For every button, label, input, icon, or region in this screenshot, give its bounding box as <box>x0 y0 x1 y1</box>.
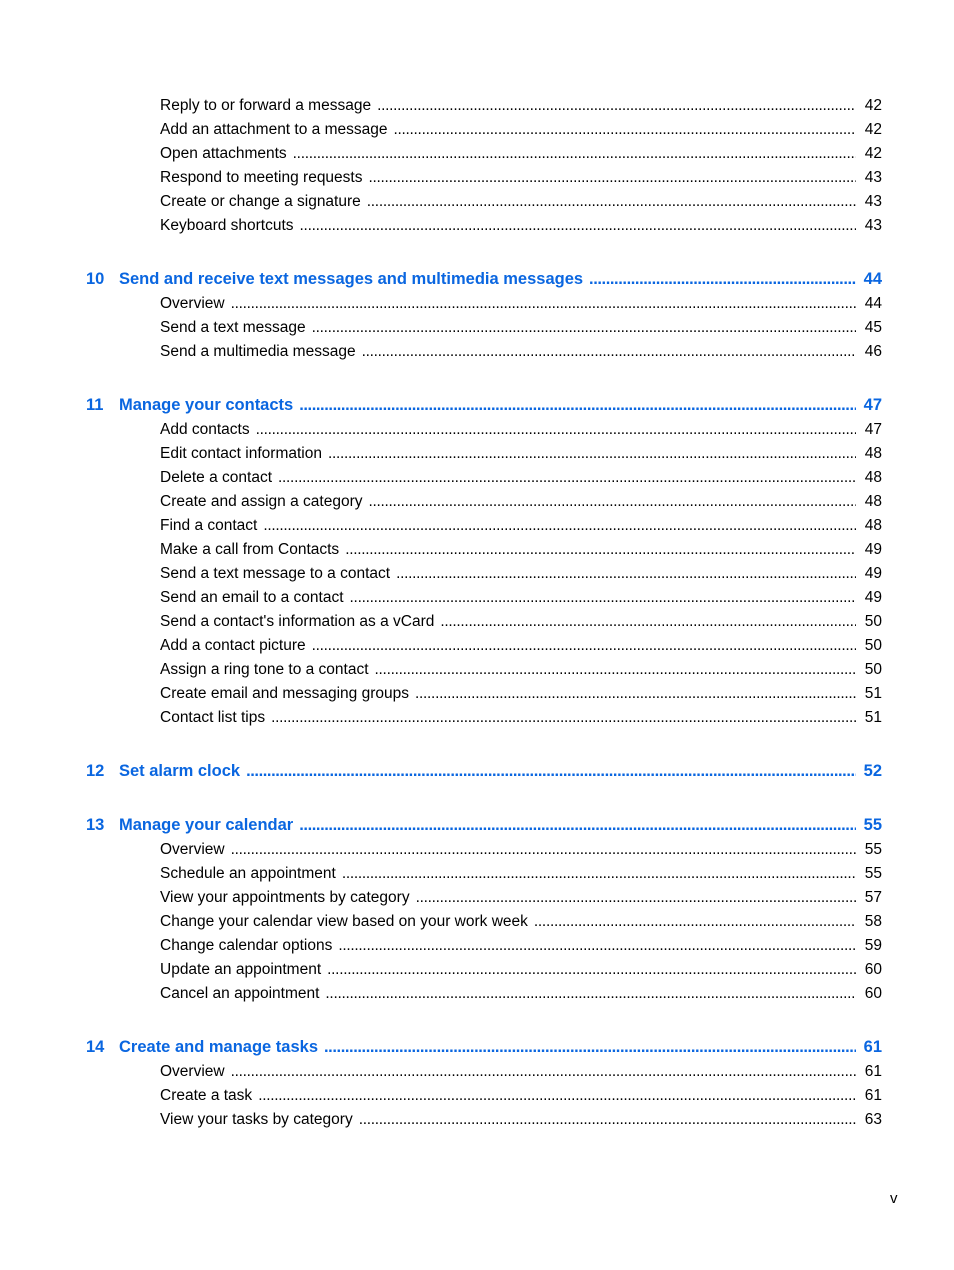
toc-entry-row[interactable] <box>86 166 882 190</box>
dot-leader <box>325 982 856 1006</box>
toc-entry-row[interactable] <box>86 838 882 862</box>
page-ref: 51 <box>864 709 882 726</box>
page-ref: 50 <box>864 661 882 678</box>
page-ref: 49 <box>864 565 882 582</box>
entry-title: Schedule an appointment <box>160 865 336 882</box>
page-ref: 58 <box>864 913 882 930</box>
toc-entry-row[interactable] <box>86 418 882 442</box>
dot-leader <box>367 190 856 214</box>
page-ref: 51 <box>864 685 882 702</box>
chapter-spacer <box>86 1006 882 1034</box>
dot-leader <box>342 862 856 886</box>
chapter-title: Manage your calendar <box>119 816 294 834</box>
page-ref: 47 <box>863 396 882 414</box>
page-ref: 48 <box>864 469 882 486</box>
toc-entry-row[interactable] <box>86 886 882 910</box>
chapter-number: 12 <box>86 762 105 780</box>
entry-title: Overview <box>160 1063 225 1080</box>
page-ref: 42 <box>864 145 882 162</box>
entry-title: Overview <box>160 295 225 312</box>
table-of-contents <box>86 94 882 1132</box>
page-ref: 48 <box>864 517 882 534</box>
entry-title: Contact list tips <box>160 709 266 726</box>
dot-leader <box>246 758 856 784</box>
toc-entry-row[interactable] <box>86 1108 882 1132</box>
entry-title: Edit contact information <box>160 445 322 462</box>
dot-leader <box>327 958 856 982</box>
toc-chapter-row[interactable] <box>86 266 882 292</box>
entry-title: Send a multimedia message <box>160 343 356 360</box>
page-ref: 61 <box>863 1038 882 1056</box>
entry-title: Send a text message to a contact <box>160 565 391 582</box>
page-ref: 55 <box>863 816 882 834</box>
dot-leader <box>440 610 856 634</box>
chapter-spacer <box>86 784 882 812</box>
page-ref: 42 <box>864 97 882 114</box>
entry-title: Reply to or forward a message <box>160 97 372 114</box>
toc-entry-row[interactable] <box>86 292 882 316</box>
page-ref: 60 <box>864 985 882 1002</box>
toc-entry-row[interactable] <box>86 214 882 238</box>
dot-leader <box>589 266 856 292</box>
entry-title: Respond to meeting requests <box>160 169 363 186</box>
entry-title: Send a text message <box>160 319 306 336</box>
entry-title: Create and assign a category <box>160 493 363 510</box>
page-ref: 45 <box>864 319 882 336</box>
dot-leader <box>393 118 856 142</box>
page-ref: 49 <box>864 541 882 558</box>
page-ref: 61 <box>864 1063 882 1080</box>
chapter-spacer <box>86 238 882 266</box>
entry-title: Change calendar options <box>160 937 333 954</box>
page-ref: 59 <box>864 937 882 954</box>
entry-title: Create email and messaging groups <box>160 685 409 702</box>
entry-title: Add a contact picture <box>160 637 306 654</box>
dot-leader <box>345 538 856 562</box>
dot-leader <box>368 166 856 190</box>
chapter-title: Set alarm clock <box>119 762 241 780</box>
chapter-title: Manage your contacts <box>119 396 294 414</box>
dot-leader <box>299 812 856 838</box>
toc-entry-row[interactable] <box>86 958 882 982</box>
entry-title: Create or change a signature <box>160 193 361 210</box>
entry-title: Delete a contact <box>160 469 273 486</box>
dot-leader <box>271 706 856 730</box>
dot-leader <box>293 142 856 166</box>
toc-entry-row[interactable] <box>86 706 882 730</box>
dot-leader <box>299 392 856 418</box>
chapter-number: 11 <box>86 396 104 414</box>
toc-entry-row[interactable] <box>86 586 882 610</box>
dot-leader <box>415 682 856 706</box>
dot-leader <box>278 466 856 490</box>
page-ref: 43 <box>864 193 882 210</box>
toc-entry-row[interactable] <box>86 1060 882 1084</box>
dot-leader <box>312 634 856 658</box>
dot-leader <box>231 1060 856 1084</box>
dot-leader <box>350 586 856 610</box>
toc-entry-row[interactable] <box>86 634 882 658</box>
toc-chapter-row[interactable] <box>86 758 882 784</box>
page-ref: 57 <box>864 889 882 906</box>
chapter-number: 10 <box>86 270 105 288</box>
toc-entry-row[interactable] <box>86 490 882 514</box>
page-ref: 60 <box>864 961 882 978</box>
toc-entry-row[interactable] <box>86 934 882 958</box>
page-ref: 55 <box>864 865 882 882</box>
toc-entry-row[interactable] <box>86 118 882 142</box>
dot-leader <box>338 934 856 958</box>
toc-entry-row[interactable] <box>86 862 882 886</box>
dot-leader <box>328 442 856 466</box>
entry-title: Find a contact <box>160 517 258 534</box>
toc-entry-row[interactable] <box>86 610 882 634</box>
dot-leader <box>368 490 856 514</box>
chapter-spacer <box>86 730 882 758</box>
entry-title: Send a contact's information as a vCard <box>160 613 435 630</box>
dot-leader <box>396 562 856 586</box>
toc-entry-row[interactable] <box>86 538 882 562</box>
entry-title: Change your calendar view based on your work week <box>160 913 528 930</box>
entry-title: Create a task <box>160 1087 253 1104</box>
page-ref: 44 <box>864 295 882 312</box>
toc-entry-row[interactable] <box>86 466 882 490</box>
toc-entry-row[interactable] <box>86 316 882 340</box>
page-ref: 44 <box>863 270 882 288</box>
entry-title: Open attachments <box>160 145 287 162</box>
page-ref: 55 <box>864 841 882 858</box>
page-ref: 46 <box>864 343 882 360</box>
toc-entry-row[interactable] <box>86 94 882 118</box>
chapter-title: Send and receive text messages and multimedia messages <box>119 270 584 288</box>
entry-title: View your tasks by category <box>160 1111 353 1128</box>
entry-title: View your appointments by category <box>160 889 410 906</box>
dot-leader <box>362 340 856 364</box>
dot-leader <box>300 214 856 238</box>
toc-entry-row[interactable] <box>86 1084 882 1108</box>
entry-title: Update an appointment <box>160 961 322 978</box>
dot-leader <box>377 94 856 118</box>
page-ref: 43 <box>864 169 882 186</box>
page-ref: 49 <box>864 589 882 606</box>
page-ref: 47 <box>864 421 882 438</box>
entry-title: Keyboard shortcuts <box>160 217 294 234</box>
chapter-number: 13 <box>86 816 105 834</box>
toc-entry-row[interactable] <box>86 514 882 538</box>
toc-entry-row[interactable] <box>86 190 882 214</box>
dot-leader <box>258 1084 856 1108</box>
dot-leader <box>263 514 856 538</box>
dot-leader <box>534 910 856 934</box>
chapter-number: 14 <box>86 1038 105 1056</box>
toc-entry-row[interactable] <box>86 682 882 706</box>
chapter-title: Create and manage tasks <box>119 1038 319 1056</box>
dot-leader <box>256 418 856 442</box>
dot-leader <box>375 658 856 682</box>
page-ref: 61 <box>864 1087 882 1104</box>
chapter-spacer <box>86 364 882 392</box>
toc-entry-row[interactable] <box>86 982 882 1006</box>
page-ref: 48 <box>864 445 882 462</box>
toc-entry-row[interactable] <box>86 340 882 364</box>
entry-title: Make a call from Contacts <box>160 541 340 558</box>
toc-chapter-row[interactable] <box>86 1034 882 1060</box>
toc-chapter-row[interactable] <box>86 392 882 418</box>
toc-entry-row[interactable] <box>86 910 882 934</box>
page-ref: 48 <box>864 493 882 510</box>
dot-leader <box>416 886 856 910</box>
entry-title: Assign a ring tone to a contact <box>160 661 369 678</box>
toc-chapter-row[interactable] <box>86 812 882 838</box>
page-ref: 43 <box>864 217 882 234</box>
page-number: v <box>890 1190 898 1207</box>
entry-title: Overview <box>160 841 225 858</box>
dot-leader <box>231 292 856 316</box>
page-ref: 42 <box>864 121 882 138</box>
page-ref: 50 <box>864 637 882 654</box>
page-ref: 52 <box>863 762 882 780</box>
toc-entry-row[interactable] <box>86 442 882 466</box>
entry-title: Send an email to a contact <box>160 589 344 606</box>
dot-leader <box>231 838 856 862</box>
page-ref: 63 <box>864 1111 882 1128</box>
entry-title: Add an attachment to a message <box>160 121 388 138</box>
dot-leader <box>359 1108 856 1132</box>
page-ref: 50 <box>864 613 882 630</box>
dot-leader <box>312 316 856 340</box>
dot-leader <box>324 1034 856 1060</box>
toc-entry-row[interactable] <box>86 562 882 586</box>
toc-entry-row[interactable] <box>86 142 882 166</box>
entry-title: Cancel an appointment <box>160 985 320 1002</box>
toc-entry-row[interactable] <box>86 658 882 682</box>
entry-title: Add contacts <box>160 421 250 438</box>
